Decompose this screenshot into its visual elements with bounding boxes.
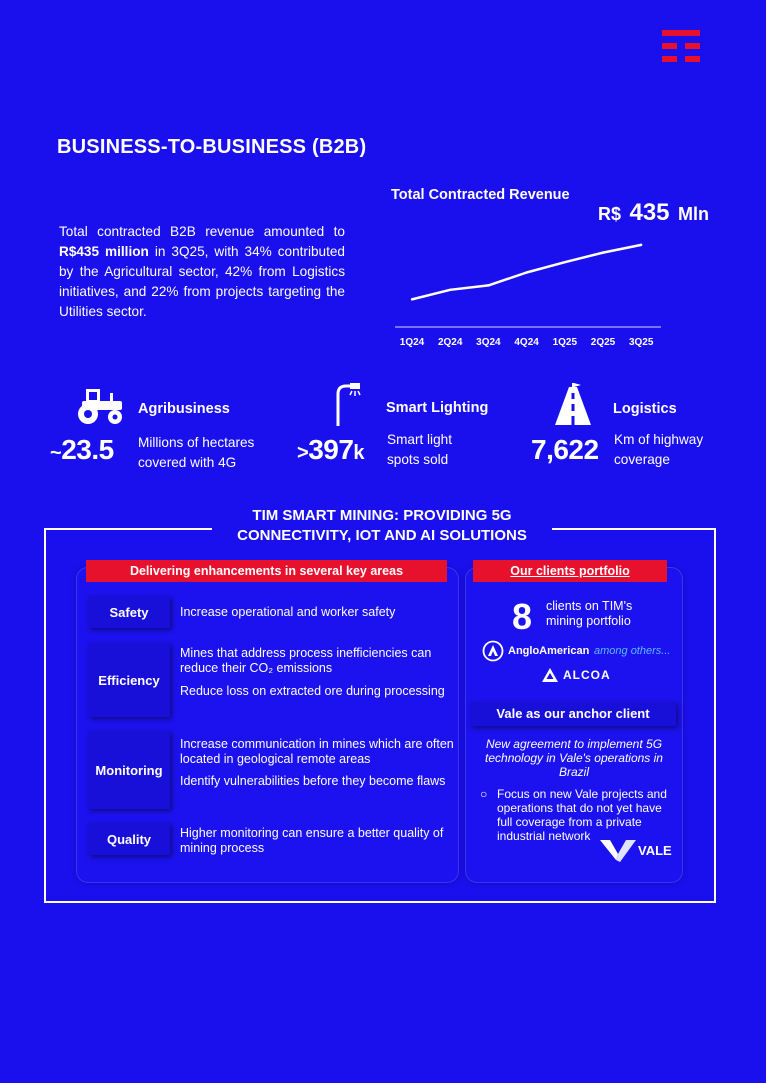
clients-description: clients on TIM's mining portfolio xyxy=(546,599,633,628)
vale-agreement-text: New agreement to implement 5G technology in Vale's operations in Brazil xyxy=(485,737,663,779)
end-label-prefix: R$ xyxy=(598,204,622,224)
highway-icon xyxy=(553,383,593,425)
clients-count: 8 xyxy=(512,596,533,637)
svg-text:R$ 435 Mln xyxy=(598,199,709,226)
area-monitoring-item-1: Increase communication in mines which are often located in geological remote areas xyxy=(180,737,454,766)
data-point-2Q24 xyxy=(449,289,451,291)
area-quality-item-1: Higher monitoring can ensure a better quality of mining process xyxy=(180,826,444,855)
vale-anchor-header: Vale as our anchor client xyxy=(470,702,676,726)
x-tick-label: 2Q24 xyxy=(437,337,463,348)
area-monitoring-item-2: Identify vulnerabilities before they become flaws xyxy=(180,774,446,788)
area-efficiency-item-1: Mines that address process inefficiencies can reduce their CO₂ emissions xyxy=(180,646,432,675)
kpi-logistics-label: Logistics xyxy=(613,401,677,417)
x-tick-label: 1Q25 xyxy=(552,337,578,348)
chart-end-label xyxy=(598,199,709,226)
kpi-agribusiness-value: ~23.5 xyxy=(50,434,114,465)
kpi-logistics-value: 7,622 xyxy=(531,434,599,465)
data-point-1Q25 xyxy=(564,261,566,263)
vale-logo: VALE xyxy=(600,838,672,862)
x-tick-label: 4Q24 xyxy=(514,337,539,348)
data-point-1Q24 xyxy=(411,298,413,300)
x-tick-label: 3Q25 xyxy=(628,337,654,348)
clients-header: Our clients portfolio xyxy=(473,560,667,582)
intro-paragraph: Total contracted B2B revenue amounted to R$435 million in 3Q25, with 34% contributed by the Agricultural sector, 42% from Logistics initiatives, and 22% from projects targeting the Utilities sector. xyxy=(59,224,345,319)
area-efficiency-item-2: Reduce loss on extracted ore during processing xyxy=(180,684,445,698)
clients-others-note: among others... xyxy=(594,645,671,657)
x-tick-label: 2Q25 xyxy=(590,337,616,348)
anglo-american-logo: AngloAmerican xyxy=(482,640,589,662)
kpi-smart-lighting-desc: Smart light spots sold xyxy=(387,432,452,467)
alcoa-logo: ALCOA xyxy=(542,668,611,682)
vale-focus-bullet: ○ Focus on new Vale projects and operations that do not yet have full coverage from a private industrial network xyxy=(480,787,667,843)
area-tag-quality: Quality xyxy=(88,823,170,855)
area-tag-monitoring: Monitoring xyxy=(88,731,170,809)
end-label-unit: Mln xyxy=(677,204,709,224)
area-safety-item-1: Increase operational and worker safety xyxy=(180,605,396,619)
data-point-3Q25 xyxy=(640,244,642,246)
data-point-2Q25 xyxy=(602,251,604,253)
end-label-value: 435 xyxy=(629,199,670,226)
smart-mining-title: TIM SMART MINING: PROVIDING 5G CONNECTIVITY, IOT AND AI SOLUTIONS xyxy=(237,507,527,544)
x-tick-label: 1Q24 xyxy=(399,337,425,348)
key-areas-header: Delivering enhancements in several key areas xyxy=(86,560,447,582)
page-title: BUSINESS-TO-BUSINESS (B2B) xyxy=(57,136,367,158)
kpi-smart-lighting-value: >397k xyxy=(297,434,365,465)
alcoa-mark-icon xyxy=(542,668,558,682)
anglo-american-mark-icon xyxy=(482,640,504,662)
bullet-circle-icon: ○ xyxy=(480,787,488,801)
data-point-4Q24 xyxy=(525,271,527,273)
data-point-3Q24 xyxy=(487,284,489,286)
chart-title: Total Contracted Revenue xyxy=(391,187,570,203)
tractor-icon xyxy=(72,385,126,425)
area-tag-safety: Safety xyxy=(88,596,170,628)
x-tick-label: 3Q24 xyxy=(476,337,501,348)
kpi-agribusiness-desc: Millions of hectares covered with 4G xyxy=(138,435,255,470)
tim-logo-icon xyxy=(660,28,702,64)
street-light-icon xyxy=(330,380,364,428)
kpi-smart-lighting-label: Smart Lighting xyxy=(386,400,489,416)
vale-mark-icon xyxy=(600,838,636,862)
kpi-logistics-desc: Km of highway coverage xyxy=(614,432,704,467)
kpi-agribusiness-label: Agribusiness xyxy=(138,401,230,417)
revenue-line-chart xyxy=(380,180,709,355)
area-tag-efficiency: Efficiency xyxy=(88,643,170,717)
